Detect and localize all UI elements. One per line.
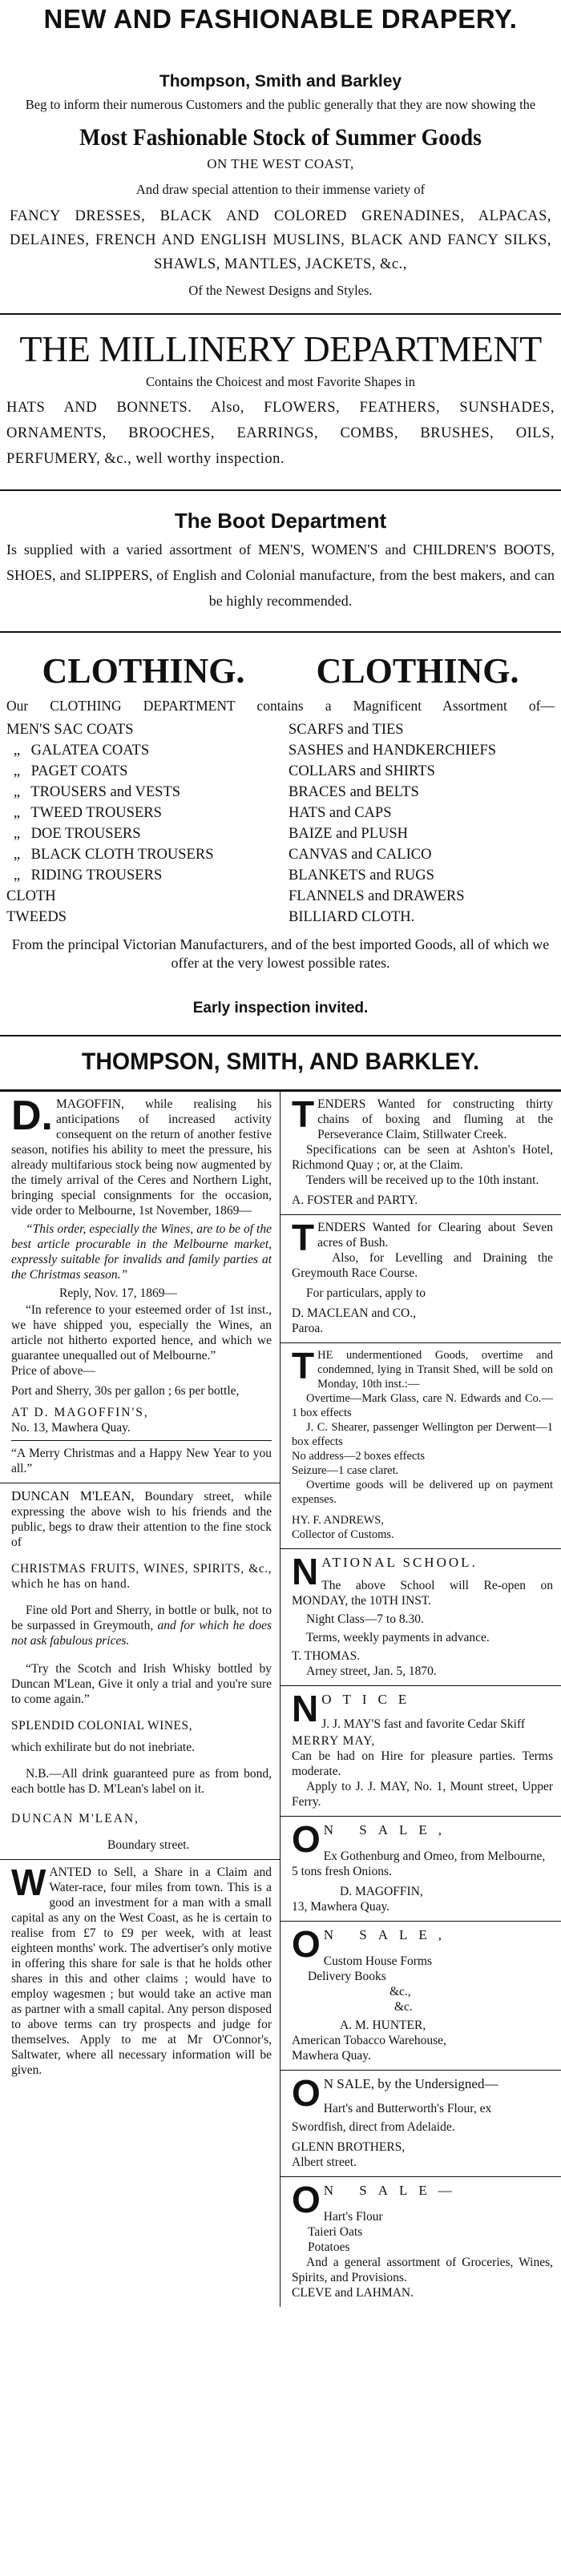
tenders2-place: Paroa. bbox=[292, 1322, 324, 1335]
groceries-sale-ad bbox=[280, 2177, 561, 2307]
clothing-item bbox=[6, 740, 272, 761]
mclean-stock: CHRISTMAS FRUITS, WINES, SPIRITS, &c., which he has on hand. bbox=[11, 1562, 272, 1591]
school-date: Arney street, Jan. 5, 1870. bbox=[306, 1664, 437, 1678]
clothing-item bbox=[289, 844, 555, 865]
magoffin-xmas: “A Merry Christmas and a Happy New Year to you all.” bbox=[11, 1447, 272, 1475]
millinery-intro: Contains the Choicest and most Favorite Shapes in bbox=[146, 374, 415, 389]
tenders-clearing-ad bbox=[280, 1215, 561, 1342]
clothing-item bbox=[289, 907, 555, 928]
mclean-ad bbox=[0, 1483, 280, 1859]
clothing-item bbox=[6, 782, 272, 803]
sale-title: N SALE— bbox=[323, 2183, 463, 2198]
sale1-address: 13, Mawhera Quay. bbox=[292, 1900, 390, 1914]
clothing-item bbox=[289, 761, 555, 782]
tenders2-text: ENDERS Wanted for Clearing about Seven acres of Bush. bbox=[317, 1221, 553, 1250]
tenders-specs: Specifications can be seen at Ashton's Hotel, Richmond Quay ; or, at the Claim. bbox=[292, 1143, 553, 1172]
magoffin-address: No. 13, Mawhera Quay. bbox=[11, 1421, 131, 1435]
drop-capital: W bbox=[11, 1862, 46, 1903]
clothing-item-label: CLOTH bbox=[6, 888, 56, 904]
clothing-item-label: RIDING TROUSERS bbox=[30, 867, 163, 883]
clothing-item bbox=[6, 803, 272, 823]
sale4-signature: CLEVE and LAHMAN. bbox=[292, 2286, 414, 2300]
sale2-warehouse: American Tobacco Warehouse, bbox=[292, 2034, 446, 2047]
sale3-address: Albert street. bbox=[292, 2155, 357, 2169]
sale-item: &c. bbox=[394, 2000, 413, 2014]
sale-item: Potatoes bbox=[308, 2240, 350, 2254]
customs-line: Overtime goods will be delivered up on payment expenses. bbox=[292, 1479, 553, 1506]
drop-capital: N bbox=[292, 1551, 319, 1592]
school-terms: Terms, weekly payments in advance. bbox=[306, 1631, 490, 1644]
notice-title: OTICE bbox=[321, 1692, 418, 1707]
mclean-wines: SPLENDID COLONIAL WINES, bbox=[11, 1719, 192, 1733]
hunter-sale-ad bbox=[280, 1922, 561, 2070]
sale3-signature: GLENN BROTHERS, bbox=[292, 2140, 406, 2154]
clothing-item-label: COLLARS and SHIRTS bbox=[289, 763, 435, 779]
magoffin-reply-quote: “In reference to your esteemed order of 1st inst., we have shipped you, especially the Wines, an article not hitherto exported hence, and which we guarantee unequalled out of Melbourne.” bbox=[11, 1303, 272, 1362]
clothing-item bbox=[289, 719, 555, 740]
sale-title: N SALE, by the Undersigned— bbox=[323, 2076, 498, 2091]
firm-signature: THOMPSON, SMITH, AND BARKLEY. bbox=[81, 1049, 480, 1075]
firm-name: Thompson, Smith and Barkley bbox=[159, 72, 402, 91]
designs-text: Of the Newest Designs and Styles. bbox=[188, 283, 373, 298]
customs-line: Seizure—1 case claret. bbox=[292, 1464, 399, 1477]
clothing-list-right bbox=[272, 719, 555, 928]
mclean-text: Boundary street, while expressing the above wish to his friends and the public, begs to draw their attention to the fine stock of bbox=[11, 1490, 272, 1549]
ditto-mark: „ bbox=[13, 805, 21, 821]
mclean-whisky: “Try the Scotch and Irish Whisky bottled by Duncan M'Lean, Give it only a trial and you're sure to come again.” bbox=[11, 1662, 272, 1706]
tenders2-signature: D. MACLEAN and CO., bbox=[292, 1306, 416, 1320]
ditto-mark: „ bbox=[13, 847, 21, 863]
divider bbox=[0, 631, 561, 633]
boot-section bbox=[0, 509, 561, 614]
clothing-item bbox=[289, 803, 555, 823]
customs-text: HE undermentioned Goods, overtime and condemned, lying in Transit Shed, will be sold on Monday, 10th inst.:— bbox=[317, 1349, 553, 1391]
drapery-advertisement bbox=[0, 0, 561, 299]
drop-capital: O bbox=[292, 1923, 321, 1965]
sale-title: N SALE, bbox=[323, 1822, 454, 1837]
clothing-item-label: SASHES and HANDKERCHIEFS bbox=[289, 743, 497, 759]
clothing-item bbox=[6, 761, 272, 782]
ditto-mark: „ bbox=[13, 743, 21, 759]
clothing-item-label: DOE TROUSERS bbox=[30, 826, 141, 842]
notice-hire: Can be had on Hire for pleasure parties. Terms moderate. bbox=[292, 1749, 553, 1778]
tenders-signature: A. FOSTER and PARTY. bbox=[292, 1193, 418, 1207]
drop-capital: O bbox=[292, 2072, 321, 2114]
school-ad bbox=[280, 1549, 561, 1685]
classifieds bbox=[0, 1092, 561, 2307]
sale-title: N SALE, bbox=[323, 1927, 454, 1942]
flour-sale-ad bbox=[280, 2071, 561, 2176]
clothing-item bbox=[289, 740, 555, 761]
classifieds-right-column bbox=[280, 1092, 561, 2307]
mclean-exhilirate: which exhilirate but do not inebriate. bbox=[11, 1741, 195, 1754]
clothing-item bbox=[289, 782, 555, 803]
divider bbox=[0, 489, 561, 491]
customs-signature: HY. F. ANDREWS, bbox=[292, 1514, 384, 1527]
clothing-item bbox=[6, 823, 272, 844]
drop-capital: T bbox=[292, 1217, 315, 1258]
clothing-item bbox=[6, 907, 272, 928]
intro-text: Beg to inform their numerous Customers and the public generally that they are now showing the bbox=[25, 97, 536, 112]
clothing-footer: From the principal Victorian Manufacturers, and of the best imported Goods, all of which we offer at the very lowest possible rates. bbox=[11, 936, 550, 971]
clothing-section bbox=[0, 650, 561, 1017]
divider bbox=[0, 1035, 561, 1036]
mclean-port-italic: and for which he does not ask fabulous prices. bbox=[11, 1619, 272, 1648]
clothing-item bbox=[289, 865, 555, 886]
tenders2-particulars: For particulars, apply to bbox=[306, 1286, 426, 1300]
mclean-port bbox=[11, 1603, 272, 1648]
ditto-mark: „ bbox=[13, 826, 21, 842]
magoffin-reply: Reply, Nov. 17, 1869— bbox=[59, 1286, 177, 1300]
onions-sale-ad bbox=[280, 1817, 561, 1921]
clothing-item-label: GALATEA COATS bbox=[30, 743, 150, 759]
millinery-items: HATS AND BONNETS. Also, FLOWERS, FEATHERS, SUNSHADES, ORNAMENTS, BROOCHES, EARRINGS, COMBS, BRUSHES, OILS, PERFUMERY, &c., well worthy inspection. bbox=[6, 400, 555, 467]
drop-capital: D. bbox=[11, 1093, 53, 1139]
clothing-item-label: BAIZE and PLUSH bbox=[289, 826, 409, 842]
clothing-item-label: FLANNELS and DRAWERS bbox=[289, 888, 465, 904]
drop-capital: O bbox=[292, 1818, 321, 1860]
sale2-items bbox=[292, 1954, 553, 2015]
customs-line: No address—2 boxes effects bbox=[292, 1450, 426, 1463]
goods-list: FANCY DRESSES, BLACK AND COLORED GRENADINES, ALPACAS, DELAINES, FRENCH AND ENGLISH MUSLINS, BLACK AND FANCY SILKS, SHAWLS, MANTLES, JACKETS, &c., bbox=[10, 208, 551, 272]
clothing-item-label: MEN'S SAC COATS bbox=[6, 722, 134, 738]
sale1-origin: Ex Gothenburg and Omeo, from Melbourne, bbox=[323, 1849, 546, 1863]
sale-item: Custom House Forms bbox=[323, 1954, 432, 1968]
wanted-ad bbox=[0, 1860, 280, 2084]
sale-item: Taieri Oats bbox=[308, 2225, 363, 2239]
sale3-flour: Hart's and Butterworth's Flour, ex bbox=[323, 2102, 492, 2115]
notice-apply: Apply to J. J. MAY, No. 1, Mount street, Upper Ferry. bbox=[292, 1780, 553, 1809]
clothing-item-label: TWEEDS bbox=[6, 909, 67, 925]
clothing-item-label: BLACK CLOTH TROUSERS bbox=[30, 847, 214, 863]
ditto-mark: „ bbox=[13, 784, 21, 800]
feature-heading: Most Fashionable Stock of Summer Goods bbox=[79, 124, 482, 151]
customs-line: Overtime—Mark Glass, care N. Edwards and Co.—1 box effects bbox=[292, 1392, 553, 1419]
millinery-title: THE MILLINERY DEPARTMENT bbox=[19, 328, 542, 369]
clothing-item-label: CANVAS and CALICO bbox=[289, 847, 432, 863]
classifieds-left-column bbox=[0, 1092, 280, 2307]
tenders-received: Tenders will be received up to the 10th instant. bbox=[306, 1173, 539, 1187]
drop-capital: T bbox=[292, 1093, 315, 1135]
divider bbox=[11, 1440, 272, 1441]
clothing-item bbox=[6, 844, 272, 865]
clothing-item bbox=[6, 886, 272, 907]
drop-capital: N bbox=[292, 1688, 319, 1729]
sale-item: Delivery Books bbox=[308, 1970, 386, 1983]
clothing-item bbox=[6, 719, 272, 740]
clothing-title: CLOTHING. bbox=[42, 651, 245, 690]
mclean-port-text: Fine old Port and Sherry, in bottle or bulk, not to be surpassed in Greymouth, bbox=[11, 1604, 272, 1632]
sale2-address: Mawhera Quay. bbox=[292, 2049, 371, 2063]
clothing-item bbox=[289, 823, 555, 844]
headline: NEW AND FASHIONABLE DRAPERY. bbox=[43, 4, 518, 34]
coast-line: ON THE WEST COAST, bbox=[207, 156, 354, 171]
clothing-item-label: PAGET COATS bbox=[30, 763, 128, 779]
mclean-nb: N.B.—All drink guaranteed pure as from bond, each bottle has D. M'Lean's label on it. bbox=[11, 1767, 272, 1796]
sale4-general: And a general assortment of Groceries, Wines, Spirits, and Provisions. bbox=[292, 2256, 553, 2284]
mclean-intro bbox=[11, 1488, 272, 1550]
notice-skiff: J. J. MAY'S fast and favorite Cedar Skiff bbox=[321, 1717, 526, 1731]
school-night: Night Class—7 to 8.30. bbox=[306, 1612, 424, 1626]
sale1-onions: 5 tons fresh Onions. bbox=[292, 1865, 392, 1878]
magoffin-at: AT D. MAGOFFIN'S, bbox=[11, 1406, 149, 1419]
boot-title: The Boot Department bbox=[174, 509, 387, 533]
sale2-signature: A. M. HUNTER, bbox=[340, 2019, 426, 2032]
notice-ad bbox=[280, 1686, 561, 1816]
clothing-list-left bbox=[6, 719, 272, 928]
sale-item: &c., bbox=[389, 1985, 411, 1998]
tenders-text: ENDERS Wanted for constructing thirty chains of boxing and fluming at the Perseverance Claim, Stillwater Creek. bbox=[317, 1097, 553, 1141]
mclean-street: Boundary street. bbox=[107, 1838, 190, 1852]
clothing-item-label: BILLIARD CLOTH. bbox=[289, 909, 415, 925]
clothing-item-label: HATS and CAPS bbox=[289, 805, 392, 821]
millinery-section bbox=[0, 328, 561, 472]
magoffin-ad bbox=[0, 1092, 280, 1483]
sale-item: Hart's Flour bbox=[323, 2210, 383, 2224]
magoffin-text: MAGOFFIN, while realising his anticipations of increased activity consequent on the return of another festive season, notifies his ability to meet the pressure, his already multifarious stock being now augmented by the timely arrival of the Ceres and Northern Light, bringing special consignments for the occasion, vide order to Melbourne, 1st November, 1869— bbox=[11, 1097, 272, 1218]
clothing-item bbox=[6, 865, 272, 886]
notice-boat: MERRY MAY, bbox=[292, 1734, 376, 1748]
magoffin-price: Price of above— bbox=[11, 1364, 96, 1378]
school-title: ATIONAL SCHOOL. bbox=[321, 1555, 478, 1570]
school-signature: T. THOMAS. bbox=[292, 1649, 361, 1663]
clothing-item-label: SCARFS and TIES bbox=[289, 722, 404, 738]
clothing-lists bbox=[6, 719, 555, 928]
sale4-items bbox=[292, 2209, 553, 2255]
mclean-name: DUNCAN M'LEAN, bbox=[11, 1812, 139, 1825]
clothing-item-label: BLANKETS and RUGS bbox=[289, 867, 434, 883]
school-reopen: The above School will Re-open on MONDAY, the 10TH INST. bbox=[292, 1579, 553, 1608]
divider bbox=[0, 313, 561, 315]
clothing-title: CLOTHING. bbox=[316, 651, 519, 690]
drop-capital: T bbox=[292, 1345, 315, 1387]
sale1-signature: D. MAGOFFIN, bbox=[340, 1885, 423, 1898]
wanted-text: ANTED to Sell, a Share in a Claim and Water-race, four miles from town. This is a good an investment for a man with a small capital as any on the West Coast, as he is certain to realise from £7 to £9 per week, with at least eighteen months' work. The advertiser's only motive in offering this share for sale is that he holds other shares in this and other claims ; would have to employ wagesmen ; but would take an active man as partner with a small capital. Any person disposed to above terms can try prospects and judge for themselves. Apply to me at Mr O'Connor's, Saltwater, where all necessary information will be given. bbox=[11, 1866, 272, 2077]
magoffin-port: Port and Sherry, 30s per gallon ; 6s per bottle, bbox=[11, 1384, 240, 1398]
inspection-invited: Early inspection invited. bbox=[192, 1000, 369, 1016]
customs-ad bbox=[280, 1343, 561, 1548]
clothing-titles bbox=[6, 650, 555, 691]
ditto-mark: „ bbox=[13, 867, 21, 883]
magoffin-order-quote: “This order, especially the Wines, are to be of the best article procurable in the Melbourne market, expressly suitable for invalids and family parties at the Christmas season.” bbox=[11, 1222, 272, 1282]
tenders2-levelling: Also, for Levelling and Draining the Greymouth Race Course. bbox=[292, 1251, 553, 1280]
sale3-swordfish: Swordfish, direct from Adelaide. bbox=[292, 2120, 455, 2134]
boot-body: Is supplied with a varied assortment of MEN'S, WOMEN'S and CHILDREN'S BOOTS, SHOES, and SLIPPERS, of English and Colonial manufacture, from the best makers, and can be highly recommended. bbox=[6, 541, 555, 609]
customs-line: J. C. Shearer, passenger Wellington per Derwent—1 box effects bbox=[292, 1421, 553, 1448]
clothing-item-label: BRACES and BELTS bbox=[289, 784, 419, 800]
clothing-item bbox=[289, 886, 555, 907]
mclean-lead: DUNCAN M'LEAN, bbox=[11, 1488, 135, 1503]
drop-capital: O bbox=[292, 2179, 321, 2220]
attention-text: And draw special attention to their immense variety of bbox=[135, 182, 426, 197]
clothing-item-label: TROUSERS and VESTS bbox=[30, 784, 181, 800]
ditto-mark: „ bbox=[13, 763, 21, 779]
clothing-intro: Our CLOTHING DEPARTMENT contains a Magnificent Assortment of— bbox=[6, 698, 555, 714]
clothing-item-label: TWEED TROUSERS bbox=[30, 805, 162, 821]
tenders-boxing-ad bbox=[280, 1092, 561, 1214]
customs-title: Collector of Customs. bbox=[292, 1528, 394, 1541]
